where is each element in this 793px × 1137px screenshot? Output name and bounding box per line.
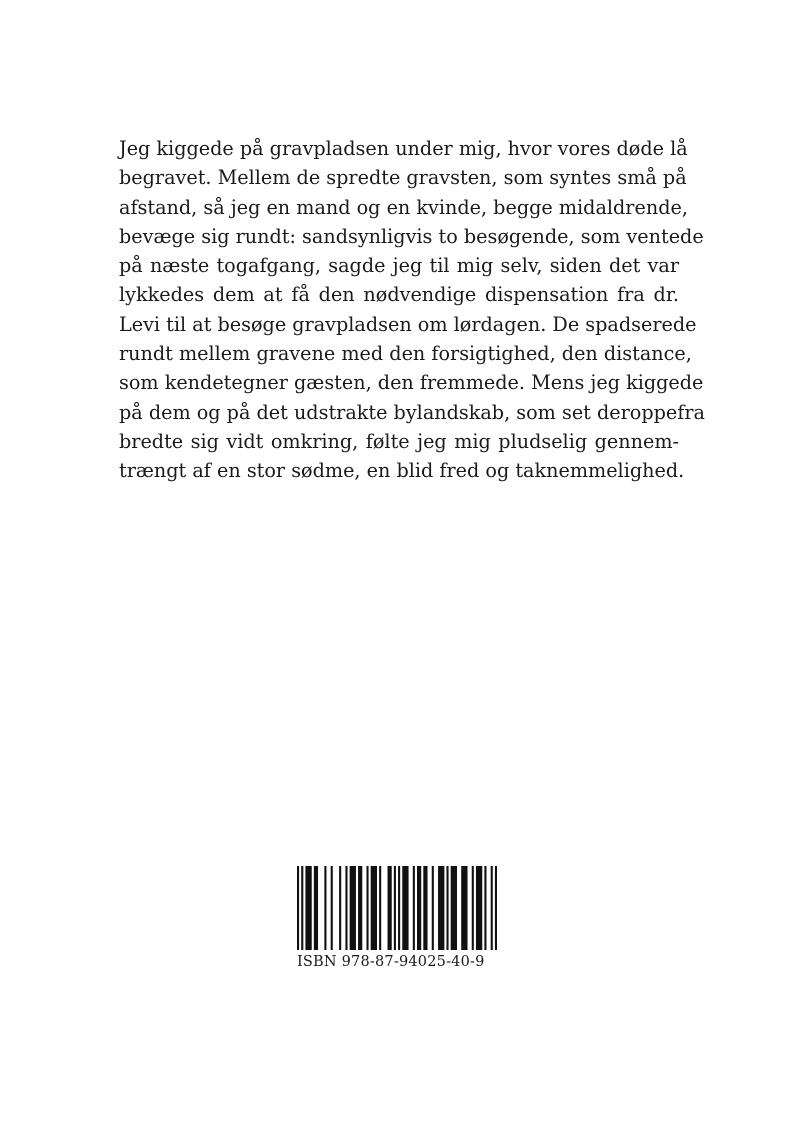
barcode-bar (331, 866, 333, 950)
barcode-bar (472, 866, 474, 950)
barcode-bar (324, 866, 326, 950)
barcode-bar (366, 866, 368, 950)
barcode-bar (394, 866, 396, 950)
barcode-bar (305, 866, 311, 950)
barcode-bar (339, 866, 341, 950)
blurb-line: Levi til at besøge gravpladsen om lørdagen. De spadserede (119, 312, 697, 336)
barcode-bar (398, 866, 400, 950)
blurb-line: bevæge sig rundt: sandsynligvis to besøgende, som ventede (119, 224, 704, 248)
blurb-line: trængt af en stor sødme, en blid fred og taknemmelighed. (119, 459, 685, 483)
blurb-line: begravet. Mellem de spredte gravsten, som syntes små på (119, 166, 687, 190)
blurb-line: rundt mellem gravene med den forsigtighed, den distance, (119, 342, 692, 366)
back-cover-blurb (119, 134, 705, 486)
barcode-bar (476, 866, 482, 950)
blurb-line: på næste togafgang, sagde jeg til mig selv, siden det var (119, 254, 679, 278)
barcode-bar (388, 866, 392, 950)
barcode-bar (491, 866, 493, 950)
barcode-bar (297, 866, 299, 950)
barcode-bar (345, 866, 347, 950)
barcode-bar (446, 866, 448, 950)
barcode-bar (314, 866, 318, 950)
barcode-bar (379, 866, 381, 950)
barcode-bar (423, 866, 427, 950)
barcode-bar (413, 866, 415, 950)
blurb-line: som kendetegner gæsten, den fremmede. Mens jeg kiggede (119, 371, 704, 395)
blurb-line: lykkedes dem at få den nødvendige dispensation fra dr. (119, 283, 679, 307)
barcode-bar (451, 866, 457, 950)
barcode-bar (358, 866, 362, 950)
barcode-bar (432, 866, 434, 950)
barcode-bar (438, 866, 444, 950)
barcode-bar (350, 866, 356, 950)
barcode-bar (484, 866, 486, 950)
barcode-bar (301, 866, 303, 950)
barcode-bar (495, 866, 497, 950)
barcode-graphic (297, 866, 497, 950)
isbn-label: ISBN 978-87-94025-40-9 (297, 954, 485, 970)
isbn-barcode-block (297, 866, 502, 970)
blurb-line: på dem og på det udstrakte bylandskab, som set deroppefra (119, 400, 705, 424)
blurb-line: Jeg kiggede på gravpladsen under mig, hvor vores døde lå (119, 137, 688, 160)
barcode-bar (402, 866, 408, 950)
barcode-bar (461, 866, 467, 950)
blurb-line: afstand, så jeg en mand og en kvinde, begge midaldrende, (119, 195, 688, 219)
blurb-line: bredte sig vidt omkring, følte jeg mig pludselig gennem- (119, 429, 679, 453)
barcode-bar (417, 866, 421, 950)
barcode-bar (371, 866, 377, 950)
